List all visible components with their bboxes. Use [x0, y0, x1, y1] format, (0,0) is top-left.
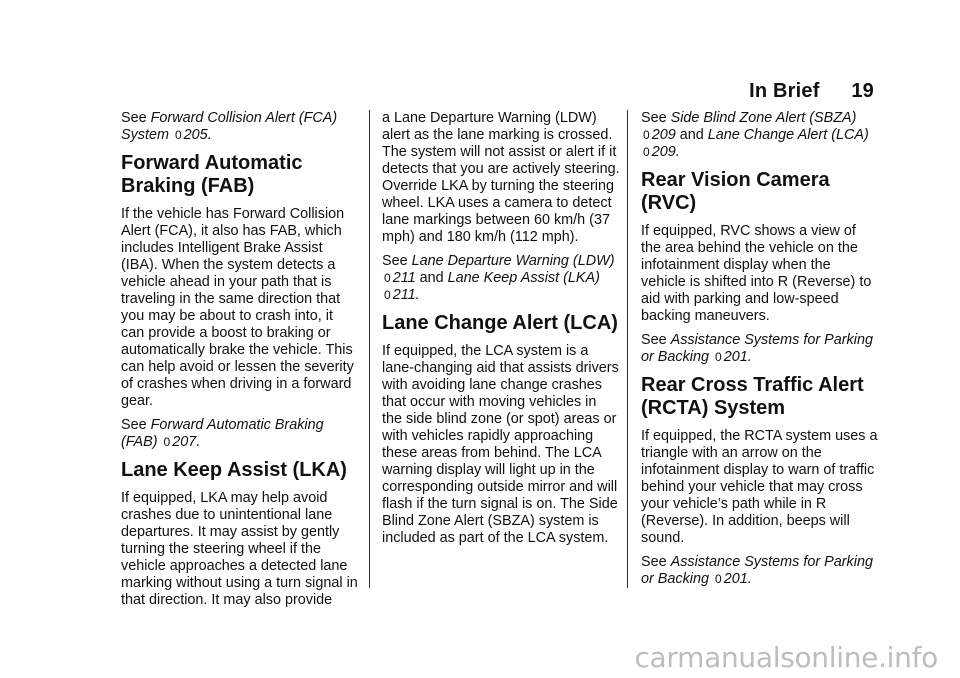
page-ref-arrow-icon: 0: [384, 288, 391, 302]
paragraph-rcta: If equipped, the RCTA system uses a triangle with an arrow on the infotainment display to warn of traffic behind your vehicle that may cross your vehicle’s path while in R (Reverse). In addition, beeps will sound.: [641, 428, 878, 546]
reference-page[interactable]: 205: [183, 127, 208, 143]
reference-page[interactable]: 211: [392, 287, 416, 303]
paragraph-lca: If equipped, the LCA system is a lane-changing aid that assists drivers with avoiding lane change crashes that occur with moving vehicles in the side blind zone (or spot) areas or with vehicles rapidly approaching these areas from behind. The LCA warning display will light up in the corresponding outside mirror and will flash if the turn signal is on. The Side Blind Zone Alert (SBZA) system is included as part of the LCA system.: [382, 343, 619, 546]
cross-reference: See Lane Departure Warning (LDW) 0 211 and Lane Keep Assist (LKA) 0 211.: [382, 253, 615, 303]
cross-reference: See Side Blind Zone Alert (SBZA) 0 209 and Lane Change Alert (LCA) 0 209.: [641, 110, 869, 160]
page-ref-arrow-icon: 0: [643, 128, 650, 142]
paragraph-rvc: If equipped, RVC shows a view of the area behind the vehicle on the infotainment display when the vehicle is shifted into R (Reverse) to aid with parking and low-speed backing maneuvers.: [641, 223, 872, 324]
column-3: [641, 110, 879, 595]
section-title: In Brief: [749, 80, 820, 102]
reference-link[interactable]: Forward Collision Alert (FCA) System: [121, 110, 338, 143]
reference-link[interactable]: Lane Change Alert (LCA): [707, 127, 869, 143]
column-1: [121, 110, 359, 616]
page-ref-arrow-icon: 0: [384, 271, 391, 285]
heading-lca: Lane Change Alert (LCA): [382, 312, 618, 334]
reference-page[interactable]: 211: [392, 270, 416, 286]
reference-page[interactable]: 209: [651, 144, 676, 160]
reference-link[interactable]: Assistance Systems for Parking or Backing: [641, 554, 873, 587]
reference-link[interactable]: Lane Departure Warning (LDW): [411, 253, 615, 269]
reference-page[interactable]: 201: [723, 571, 748, 587]
page-ref-arrow-icon: 0: [715, 350, 722, 364]
page-ref-arrow-icon: 0: [174, 128, 182, 142]
paragraph-lka: If equipped, LKA may help avoid crashes due to unintentional lane departures. It may assist by gently turning the steering wheel if the vehicle approaches a detected lane marking without using a turn signal in that direction. It may also provide: [121, 490, 358, 608]
cross-reference: See Assistance Systems for Parking or Backing 0 201.: [641, 554, 873, 587]
paragraph-lka-continued: a Lane Departure Warning (LDW) alert as the lane marking is crossed. The system will not assist or alert if it detects that you are actively steering. Override LKA by turning the steering wheel. LKA uses a camera to detect lane markings between 60 km/h (37 mph) and 180 km/h (112 mph).: [382, 110, 620, 245]
page-ref-arrow-icon: 0: [715, 572, 722, 586]
heading-rcta: Rear Cross Traffic Alert (RCTA) System: [641, 374, 864, 419]
reference-page[interactable]: 201: [723, 349, 748, 365]
cross-reference: See Forward Collision Alert (FCA) System 0 205.: [121, 110, 338, 143]
reference-page[interactable]: 209: [651, 127, 676, 143]
cross-reference: See Assistance Systems for Parking or Backing 0 201.: [641, 332, 873, 365]
page-ref-arrow-icon: 0: [163, 435, 171, 449]
heading-rvc: Rear Vision Camera (RVC): [641, 169, 830, 214]
column-divider: [627, 110, 628, 588]
heading-fab: Forward Automatic Braking (FAB): [121, 152, 303, 197]
paragraph-fab: If the vehicle has Forward Collision Alert (FCA), it also has FAB, which includes Intelligent Brake Assist (IBA). When the system detects a vehicle ahead in your path that is traveling in the same direction that you may be about to crash into, it can provide a boost to braking or automatically brake the vehicle. This can help avoid or lessen the severity of crashes when driving in a forward gear.: [121, 206, 354, 409]
watermark: carmanualsonline.info: [634, 641, 938, 674]
reference-link[interactable]: Forward Automatic Braking (FAB): [121, 417, 324, 450]
page-ref-arrow-icon: 0: [643, 145, 650, 159]
reference-link[interactable]: Assistance Systems for Parking or Backing: [641, 332, 873, 365]
reference-link[interactable]: Lane Keep Assist (LKA): [447, 270, 600, 286]
heading-lka: Lane Keep Assist (LKA): [121, 459, 347, 481]
page-header: [749, 80, 874, 103]
reference-link[interactable]: Side Blind Zone Alert (SBZA): [670, 110, 857, 126]
column-2: [382, 110, 620, 554]
column-divider: [369, 110, 370, 588]
cross-reference: See Forward Automatic Braking (FAB) 0 207.: [121, 417, 324, 450]
page-number: 19: [851, 80, 874, 102]
reference-page[interactable]: 207: [172, 434, 197, 450]
